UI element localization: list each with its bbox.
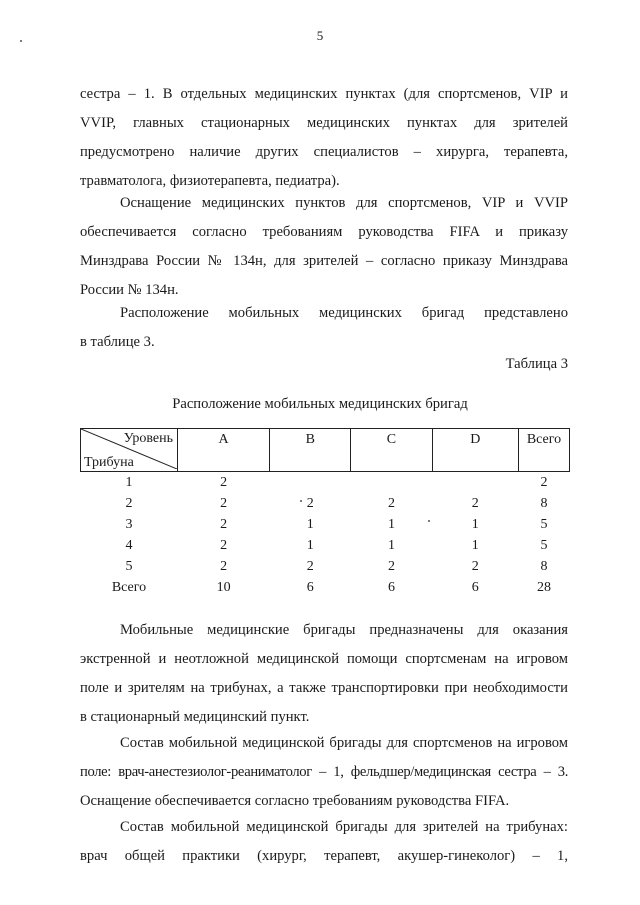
corner-header-cell [81,429,178,472]
table-cell: 1 [471,537,479,553]
table-cell: 8 [540,558,548,574]
paragraph-equipment [80,189,568,305]
table-cell: 2 [220,558,228,574]
paragraph-athlete-brigade [80,729,568,816]
text-line: поле и зрителям на трибунах, а также транспортировки при необходимости [80,680,568,696]
text-line: Состав мобильной медицинской бригады для спортсменов на игровом [120,735,568,751]
table-cell: 28 [537,579,551,595]
table-title: Расположение мобильных медицинских бригад [172,396,468,412]
column-header: C [351,429,432,472]
paragraph-spectator-brigade [80,813,568,871]
text-line: Оснащение медицинских пунктов для спортсменов, VIP и VVIP [120,195,568,211]
table-cell: 2 [471,558,479,574]
table-cell: 2 [220,495,228,511]
text-line: Расположение мобильных медицинских бригад представлено [120,305,568,321]
text-line: экстренной и неотложной медицинской помощи спортсменам на игровом [80,651,568,667]
text-line: сестра – 1. В отдельных медицинских пунктах (для спортсменов, VIP и [80,86,568,102]
table-cell: 2 [220,474,228,490]
table-cell: 10 [216,579,231,595]
table-cell [270,472,351,494]
scan-speck [20,40,22,42]
table-cell: 2 [540,474,548,490]
table-cell [432,472,518,494]
text-line: обеспечивается согласно требованиям руководства FIFA и приказу [80,224,568,240]
table-cell: 6 [306,579,314,595]
table-cell: 1 [306,516,314,532]
table-cell: 2 [220,516,228,532]
table-row [81,514,570,535]
text-line: в таблице 3. [80,334,155,350]
text-line: травматолога, физиотерапевта, педиатра). [80,173,340,189]
table-cell: 1 [387,537,395,553]
text-line: VVIP, главных стационарных медицинских пунктах для зрителей [80,115,568,131]
tribune-cell: 2 [125,495,133,511]
table-cell: 8 [540,495,548,511]
table-cell: 1 [306,537,314,553]
paragraph-mobile-brigades [80,616,568,732]
table-row [81,493,570,514]
text-line: Мобильные медицинские бригады предназначены для оказания [120,622,568,638]
text-line: России № 134н. [80,282,179,298]
table-cell: 2 [306,495,314,511]
text-line: Оснащение обеспечивается согласно требованиям руководства FIFA. [80,793,510,809]
table-row [81,535,570,556]
text-line: поле: врач-анестезиолог-реаниматолог – 1, фельдшер/медицинская сестра – 3. [80,764,568,780]
brigades-table [80,428,570,598]
table-cell: 2 [387,558,395,574]
text-line: в стационарный медицинский пункт. [80,709,310,725]
table-header-row [81,429,570,472]
table-total-row [81,577,570,598]
text-line: врач общей практики (хирург, терапевт, акушер-гинеколог) – 1, [80,848,568,864]
table-cell: 6 [387,579,395,595]
table-label: Таблица 3 [505,356,568,372]
text-line: Состав мобильной медицинской бригады для зрителей на трибунах: [120,819,568,835]
text-line: Минздрава России № 134н, для зрителей – согласно приказу Минздрава [80,253,568,269]
table-cell: 5 [540,516,548,532]
column-header: B [270,429,351,472]
table-cell: 1 [471,516,479,532]
tribune-cell: Всего [111,579,147,595]
page-number: 5 [316,28,324,43]
table-cell: 1 [387,516,395,532]
table-cell: 2 [306,558,314,574]
table-cell: 2 [220,537,228,553]
table-cell: 2 [387,495,395,511]
paragraph-medical-points [80,80,568,196]
tribune-cell: 5 [125,558,133,574]
table-row [81,472,570,494]
tribune-cell: 1 [125,474,133,490]
tribune-cell: 3 [125,516,133,532]
table-cell [351,472,432,494]
corner-label-tribune: Трибуна [84,455,134,470]
table-cell: 2 [471,495,479,511]
table-row [81,556,570,577]
column-header: Всего [519,429,570,472]
column-header: A [178,429,270,472]
table-cell: 6 [471,579,479,595]
paragraph-table-reference [80,299,568,357]
corner-label-level: Уровень [123,431,173,446]
table-cell: 5 [540,537,548,553]
tribune-cell: 4 [125,537,133,553]
column-header: D [432,429,518,472]
text-line: предусмотрено наличие других специалистов – хирурга, терапевта, [80,144,568,160]
